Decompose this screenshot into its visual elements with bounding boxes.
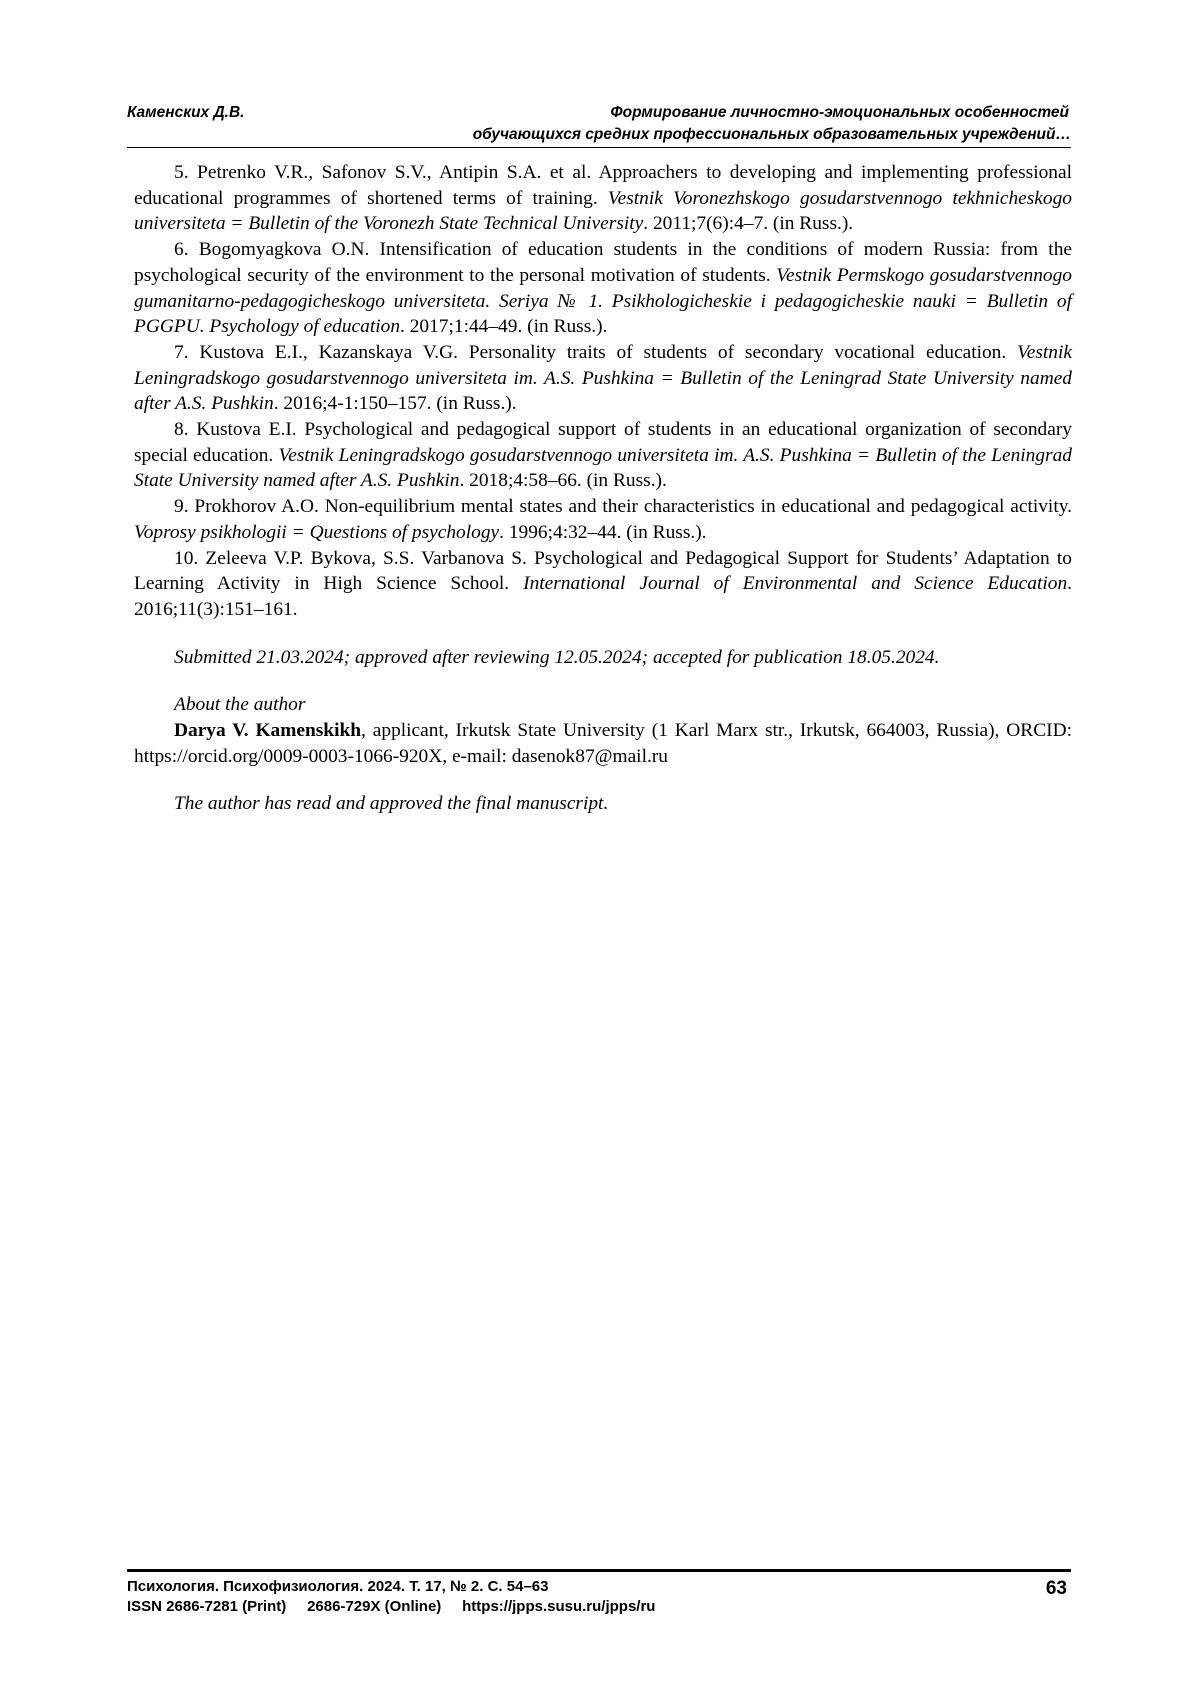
about-author-heading: About the author [174, 694, 306, 716]
reference-tail: . 2018;4:58–66. (in Russ.). [459, 470, 667, 492]
author-details: , applicant, Irkutsk State University (1 Karl Marx str., Irkutsk, 664003, Russia), ORCID: https://orcid.org/0009-0003-1066-920X, e-mail: dasenok87@mail.ru [134, 720, 1072, 767]
reference-journal: Vestnik Permskogo gosudarstvennogo gumanitarno-pedagogicheskogo universiteta. Seriya № 1. Psikhologicheskie i pedagogicheskie nauki = Bulletin of PGGPU. Psychology of education [134, 264, 1072, 338]
reference-tail: . 2016;11(3):151–161. [134, 573, 1072, 620]
reference-item [134, 546, 1072, 623]
reference-item [134, 237, 1072, 340]
reference-item [134, 494, 1072, 545]
footer-journal-citation: Психология. Психофизиология. 2024. Т. 17, № 2. С. 54–63 [127, 1578, 549, 1595]
header-divider [127, 147, 1071, 148]
reference-lead: 7. Kustova E.I., Kazanskaya V.G. Personality traits of students of secondary vocational education. [174, 341, 1018, 363]
submission-dates: Submitted 21.03.2024; approved after reviewing 12.05.2024; accepted for publication 18.05.2024. [174, 646, 940, 668]
author-info [134, 718, 1072, 769]
reference-item [134, 340, 1072, 417]
reference-tail: . 2016;4-1:150–157. (in Russ.). [273, 393, 517, 415]
reference-tail: . 2011;7(6):4–7. (in Russ.). [643, 213, 854, 235]
reference-list [134, 160, 1072, 623]
reference-journal: Vestnik Voronezhskogo gosudarstvennogo tekhnicheskogo universiteta = Bulletin of the Voronezh State Technical University [134, 187, 1072, 235]
header-author: Каменских Д.В. [127, 104, 245, 121]
header-title-line-1: Формирование личностно-эмоциональных особенностей [610, 104, 1069, 121]
reference-lead: 9. Prokhorov A.O. Non-equilibrium mental states and their characteristics in educational and pedagogical activity. [174, 496, 1072, 518]
header-title-line-2: обучающихся средних профессиональных образовательных учреждений… [472, 126, 1071, 143]
reference-journal: Voprosy psikhologii = Questions of psychology [134, 521, 500, 543]
reference-lead: 8. Kustova E.I. Psychological and pedagogical support of students in an educational organization of secondary special education. [134, 419, 1072, 466]
footer-issn: ISSN 2686-7281 (Print) 2686-729X (Online) https://jpps.susu.ru/jpps/ru [127, 1598, 656, 1615]
reference-item [134, 417, 1072, 494]
author-name: Darya V. Kamenskikh [174, 720, 362, 742]
reference-lead: 5. Petrenko V.R., Safonov S.V., Antipin S.A. et al. Approachers to developing and implementing professional educational programmes of shortened terms of training. [134, 162, 1072, 209]
reference-lead: 6. Bogomyagkova O.N. Intensification of education students in the conditions of modern Russia: from the psychological security of the environment to the personal motivation of students. [134, 239, 1072, 286]
reference-lead: 10. Zeleeva V.P. Bykova, S.S. Varbanova S. Psychological and Pedagogical Support for Students’ Adaptation to Learning Activity in High Science School. [134, 547, 1072, 595]
reference-journal: Vestnik Leningradskogo gosudarstvennogo universiteta im. A.S. Pushkina = Bulletin of the Leningrad State University named after A.S. Pushkin [134, 341, 1072, 415]
reference-item [134, 160, 1072, 237]
footer-divider [127, 1569, 1071, 1572]
reference-journal: Vestnik Leningradskogo gosudarstvennogo universiteta im. A.S. Pushkina = Bulletin of the Leningrad State University named after A.S. Pushkin [134, 444, 1072, 492]
reference-tail: . 1996;4:32–44. (in Russ.). [499, 521, 707, 543]
reference-journal: International Journal of Environmental and Science Education [523, 573, 1068, 595]
approval-statement: The author has read and approved the final manuscript. [174, 793, 609, 815]
article-body [134, 160, 1072, 817]
page-number: 63 [1045, 1578, 1067, 1599]
reference-tail: . 2017;1:44–49. (in Russ.). [400, 316, 608, 338]
